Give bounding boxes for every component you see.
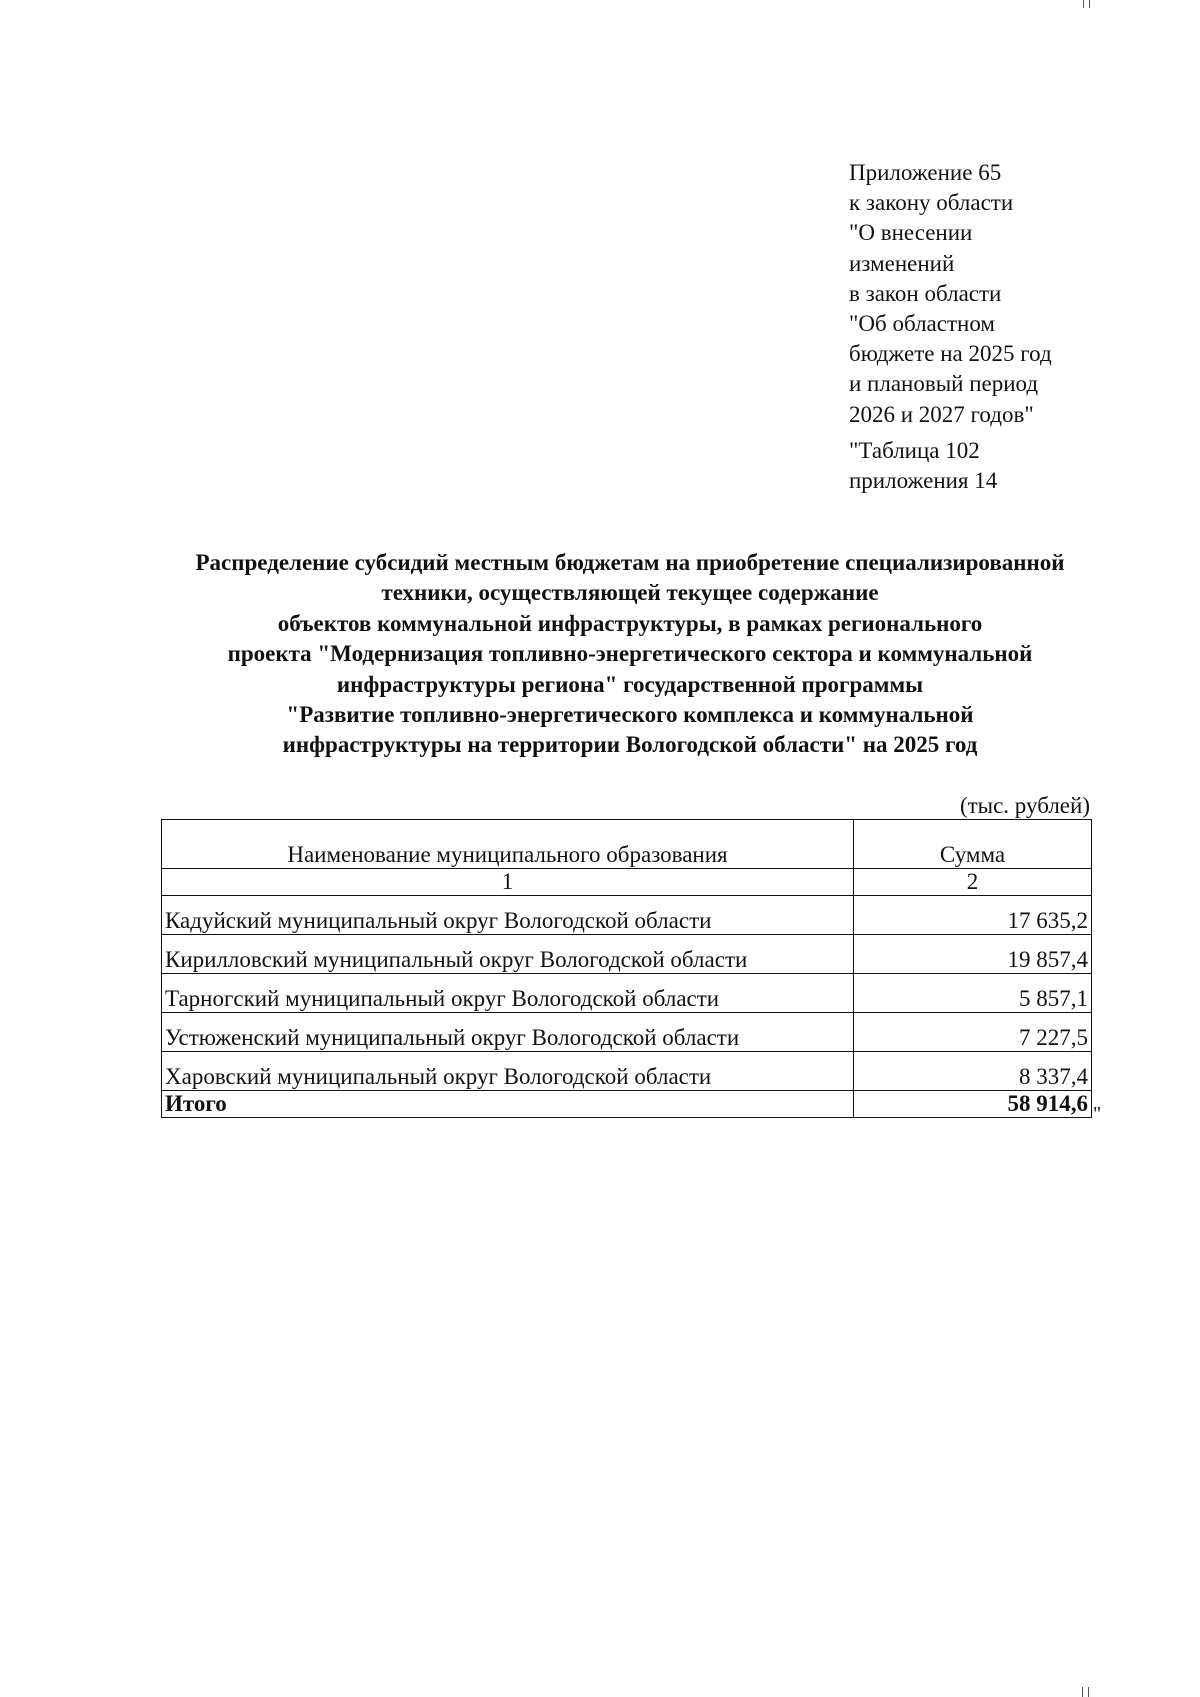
scan-edge-mark (1088, 1687, 1089, 1697)
column-number: 1 (162, 869, 854, 896)
subsidy-amount: 8 337,4 (854, 1052, 1092, 1091)
table-row (162, 1013, 1092, 1052)
column-number: 2 (854, 869, 1092, 896)
subsidy-amount: 5 857,1 (854, 974, 1092, 1013)
header-name: Наименование муниципального образования (162, 820, 854, 869)
appendix-line: в закон области (849, 280, 1002, 306)
subsidy-amount: 19 857,4 (854, 935, 1092, 974)
total-amount: 58 914,6 (854, 1091, 1092, 1118)
municipality-name: Кадуйский муниципальный округ Вологодской области (162, 896, 854, 935)
scan-edge-mark (1089, 0, 1090, 8)
total-row (162, 1091, 1092, 1118)
document-title (150, 548, 1110, 761)
scan-edge-mark (1082, 1687, 1083, 1697)
appendix-reference (849, 158, 1169, 496)
scan-edge-mark (1083, 0, 1084, 8)
table-row (162, 974, 1092, 1013)
subsidy-table (161, 819, 1092, 1118)
appendix-line: Приложение 65 (849, 160, 1002, 185)
table-row (162, 1052, 1092, 1091)
appendix-line: и плановый период (849, 371, 1039, 397)
title-line: техники, осуществляющей текущее содержание (381, 580, 879, 606)
appendix-line: бюджете на 2025 год (849, 341, 1052, 367)
appendix-line: к закону области (849, 190, 1014, 216)
column-number-row (162, 869, 1092, 896)
appendix-line: изменений (849, 250, 955, 276)
municipality-name: Тарногский муниципальный округ Вологодской области (162, 974, 854, 1013)
total-label: Итого (162, 1091, 854, 1118)
appendix-line: "О внесении (849, 220, 973, 246)
title-line: инфраструктуры на территории Вологодской области" на 2025 год (282, 732, 978, 758)
appendix-line: 2026 и 2027 годов" (849, 401, 1034, 427)
table-reference-line: "Таблица 102 (849, 437, 980, 463)
municipality-name: Устюженский муниципальный округ Вологодской области (162, 1013, 854, 1052)
table-row (162, 896, 1092, 935)
closing-quote: " (1093, 1103, 1102, 1125)
title-line: объектов коммунальной инфраструктуры, в рамках регионального (277, 610, 983, 636)
table-row (162, 935, 1092, 974)
subsidy-amount: 17 635,2 (854, 896, 1092, 935)
title-line: проекта "Модернизация топливно-энергетического сектора и коммунальной (227, 641, 1033, 667)
title-line: инфраструктуры региона" государственной программы (336, 671, 924, 697)
appendix-line: "Об областном (849, 311, 995, 337)
table-header-row (162, 820, 1092, 869)
units-label: (тыс. рублей) (959, 793, 1090, 818)
title-line: "Развитие топливно-энергетического комплекса и коммунальной (286, 702, 974, 728)
municipality-name: Кирилловский муниципальный округ Вологодской области (162, 935, 854, 974)
subsidy-amount: 7 227,5 (854, 1013, 1092, 1052)
title-line: Распределение субсидий местным бюджетам на приобретение специализированной (195, 550, 1065, 575)
table-reference-line: приложения 14 (849, 468, 998, 494)
municipality-name: Харовский муниципальный округ Вологодской области (162, 1052, 854, 1091)
header-amount: Сумма (854, 820, 1092, 869)
